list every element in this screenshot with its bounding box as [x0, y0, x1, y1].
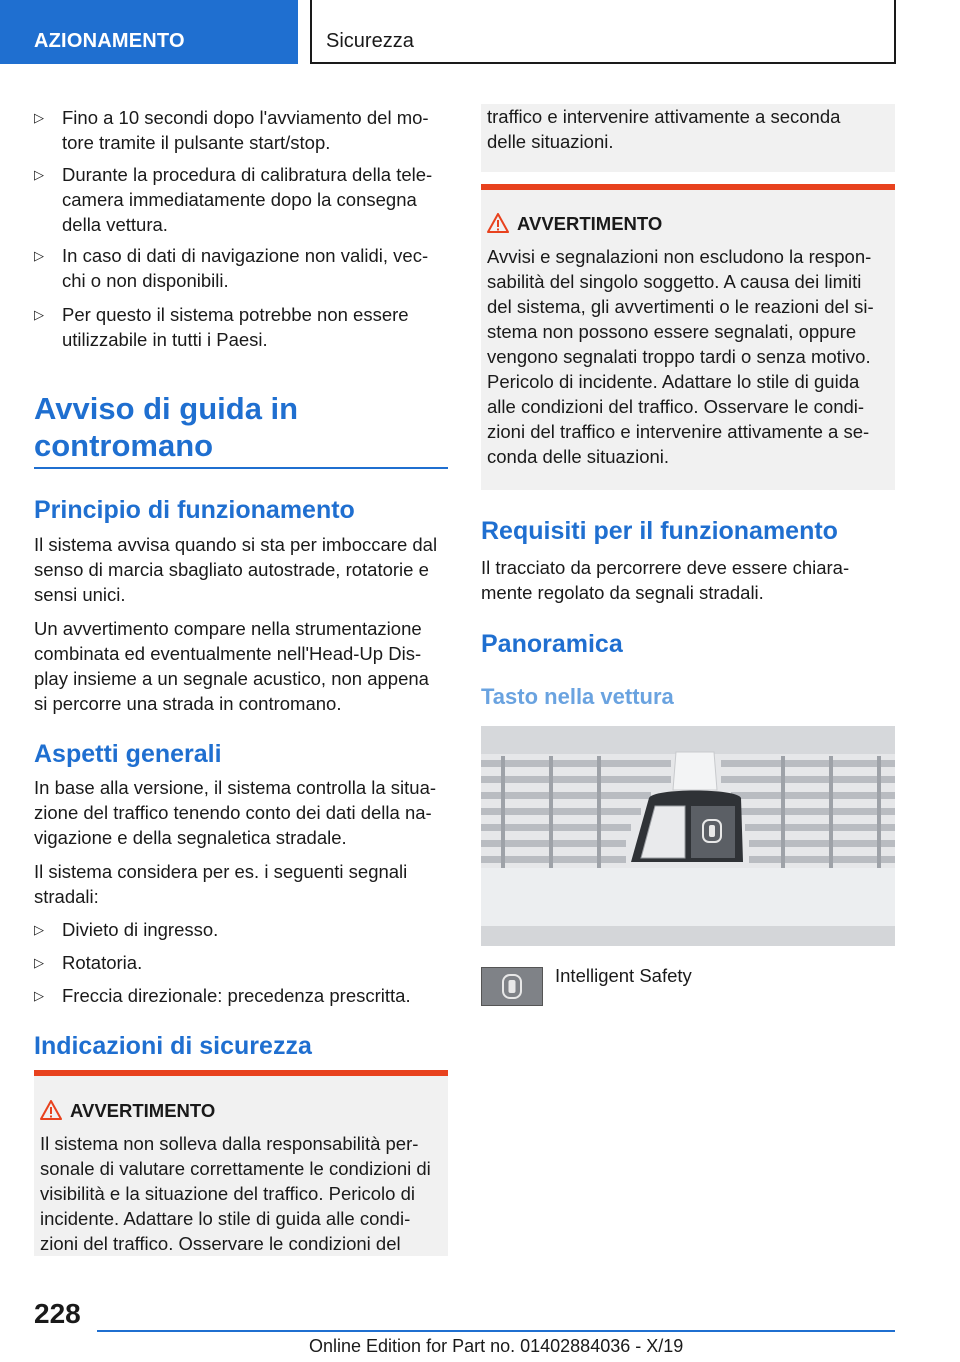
paragraph: Il sistema considera per es. i seguenti segnali stradali: — [34, 861, 408, 907]
continued-box — [481, 104, 895, 172]
list-item — [34, 105, 448, 155]
list-item — [34, 950, 448, 975]
list-item-text: Per questo il sistema potrebbe non essere utilizzabile in tutti i Paesi. — [62, 304, 409, 350]
list-item-text: Divieto di ingresso. — [62, 919, 219, 940]
warning-bar — [34, 1070, 448, 1076]
warning-heading — [40, 1098, 215, 1123]
continued-text: traffico e intervenire attivamente a seconda delle situazioni. — [487, 106, 841, 152]
bullet-triangle-icon: ▷ — [34, 988, 44, 1003]
bullet-triangle-icon: ▷ — [34, 248, 44, 263]
header-section-tab — [0, 0, 298, 64]
page-number: 228 — [34, 1298, 81, 1329]
intelligent-safety-icon — [482, 968, 542, 1005]
footer-edition: Online Edition for Part no. 01402884036 - X/19 — [309, 1336, 684, 1356]
bullet-triangle-icon: ▷ — [34, 955, 44, 970]
intelligent-safety-button-icon — [481, 967, 543, 1006]
button-panel-photo — [481, 726, 895, 946]
header-chapter-box — [310, 0, 896, 64]
footer-rule — [97, 1330, 895, 1332]
list-item-text: Fino a 10 secondi dopo l'avviamento del mo- tore tramite il pulsante start/stop. — [62, 107, 429, 153]
section-title-rule — [34, 467, 448, 469]
bullet-triangle-icon: ▷ — [34, 307, 44, 322]
paragraph: In base alla versione, il sistema controlla la situa- zione del traffico tenendo conto dei dati della na- vigazione e della segnaletica stradale. — [34, 777, 437, 848]
button-panel-illustration — [481, 726, 895, 946]
list-item — [34, 917, 448, 942]
heading-principio: Principio di funzionamento — [34, 496, 355, 524]
list-item-text: In caso di dati di navigazione non validi, vec- chi o non disponibili. — [62, 245, 429, 291]
list-item-text: Freccia direzionale: precedenza prescritta. — [62, 985, 411, 1006]
warning-box — [34, 1070, 448, 1256]
warning-heading — [487, 211, 662, 236]
paragraph: Un avvertimento compare nella strumentazione combinata ed eventualmente nell'Head-Up Dis- play insieme a un segnale acustico, non appena si percorre una strada in contromano. — [34, 618, 429, 714]
heading-aspetti: Aspetti generali — [34, 740, 222, 768]
list-item — [34, 983, 448, 1008]
heading-panoramica: Panoramica — [481, 630, 623, 658]
list-item — [34, 302, 448, 352]
intelligent-safety-label: Intelligent Safety — [555, 965, 692, 986]
header-section-label: AZIONAMENTO — [34, 30, 185, 52]
paragraph: Il tracciato da percorrere deve essere chiara- mente regolato da segnali stradali. — [481, 557, 850, 603]
warning-box — [481, 184, 895, 490]
heading-indicazioni: Indicazioni di sicurezza — [34, 1032, 312, 1060]
paragraph: Il sistema avvisa quando si sta per imboccare dal senso di marcia sbagliato autostrade, rotatorie e sensi unici. — [34, 534, 438, 605]
warning-text: Il sistema non solleva dalla responsabilità per- sonale di valutare correttamente le condizioni di visibilità e la situazione del traffico. Pericolo di incidente. Adattare lo stile di guida alle condi- zioni del traffico. Osservare le condizioni del — [40, 1133, 431, 1254]
list-item — [34, 243, 448, 293]
list-item-text: Rotatoria. — [62, 952, 143, 973]
list-item — [34, 162, 448, 237]
warning-title: AVVERTIMENTO — [70, 1100, 216, 1121]
bullet-triangle-icon: ▷ — [34, 922, 44, 937]
warning-title: AVVERTIMENTO — [517, 213, 663, 234]
list-item-text: Durante la procedura di calibratura della tele- camera immediatamente dopo la consegna della vettura. — [62, 164, 433, 235]
bullet-triangle-icon: ▷ — [34, 167, 44, 182]
heading-tasto: Tasto nella vettura — [481, 684, 674, 709]
warning-triangle-icon — [487, 213, 509, 233]
heading-requisiti: Requisiti per il funzionamento — [481, 517, 838, 545]
warning-text: Avvisi e segnalazioni non escludono la respon- sabilità del singolo soggetto. A causa dei limiti del sistema, gli avvertimenti o le reazioni del si- stema non possono essere segnalati, oppure vengono segnalati troppo tardi o senza motivo. Pericolo di incidente. Adattare lo stile di guida alle condizioni del traffico. Osservare le condi- zioni del traffico e intervenire attivamente a se- conda delle situazioni. — [487, 246, 874, 467]
bullet-triangle-icon: ▷ — [34, 110, 44, 125]
header-chapter-label: Sicurezza — [326, 30, 414, 52]
warning-triangle-icon — [40, 1100, 62, 1120]
warning-bar — [481, 184, 895, 190]
section-title: Avviso di guida in contromano — [34, 391, 299, 463]
